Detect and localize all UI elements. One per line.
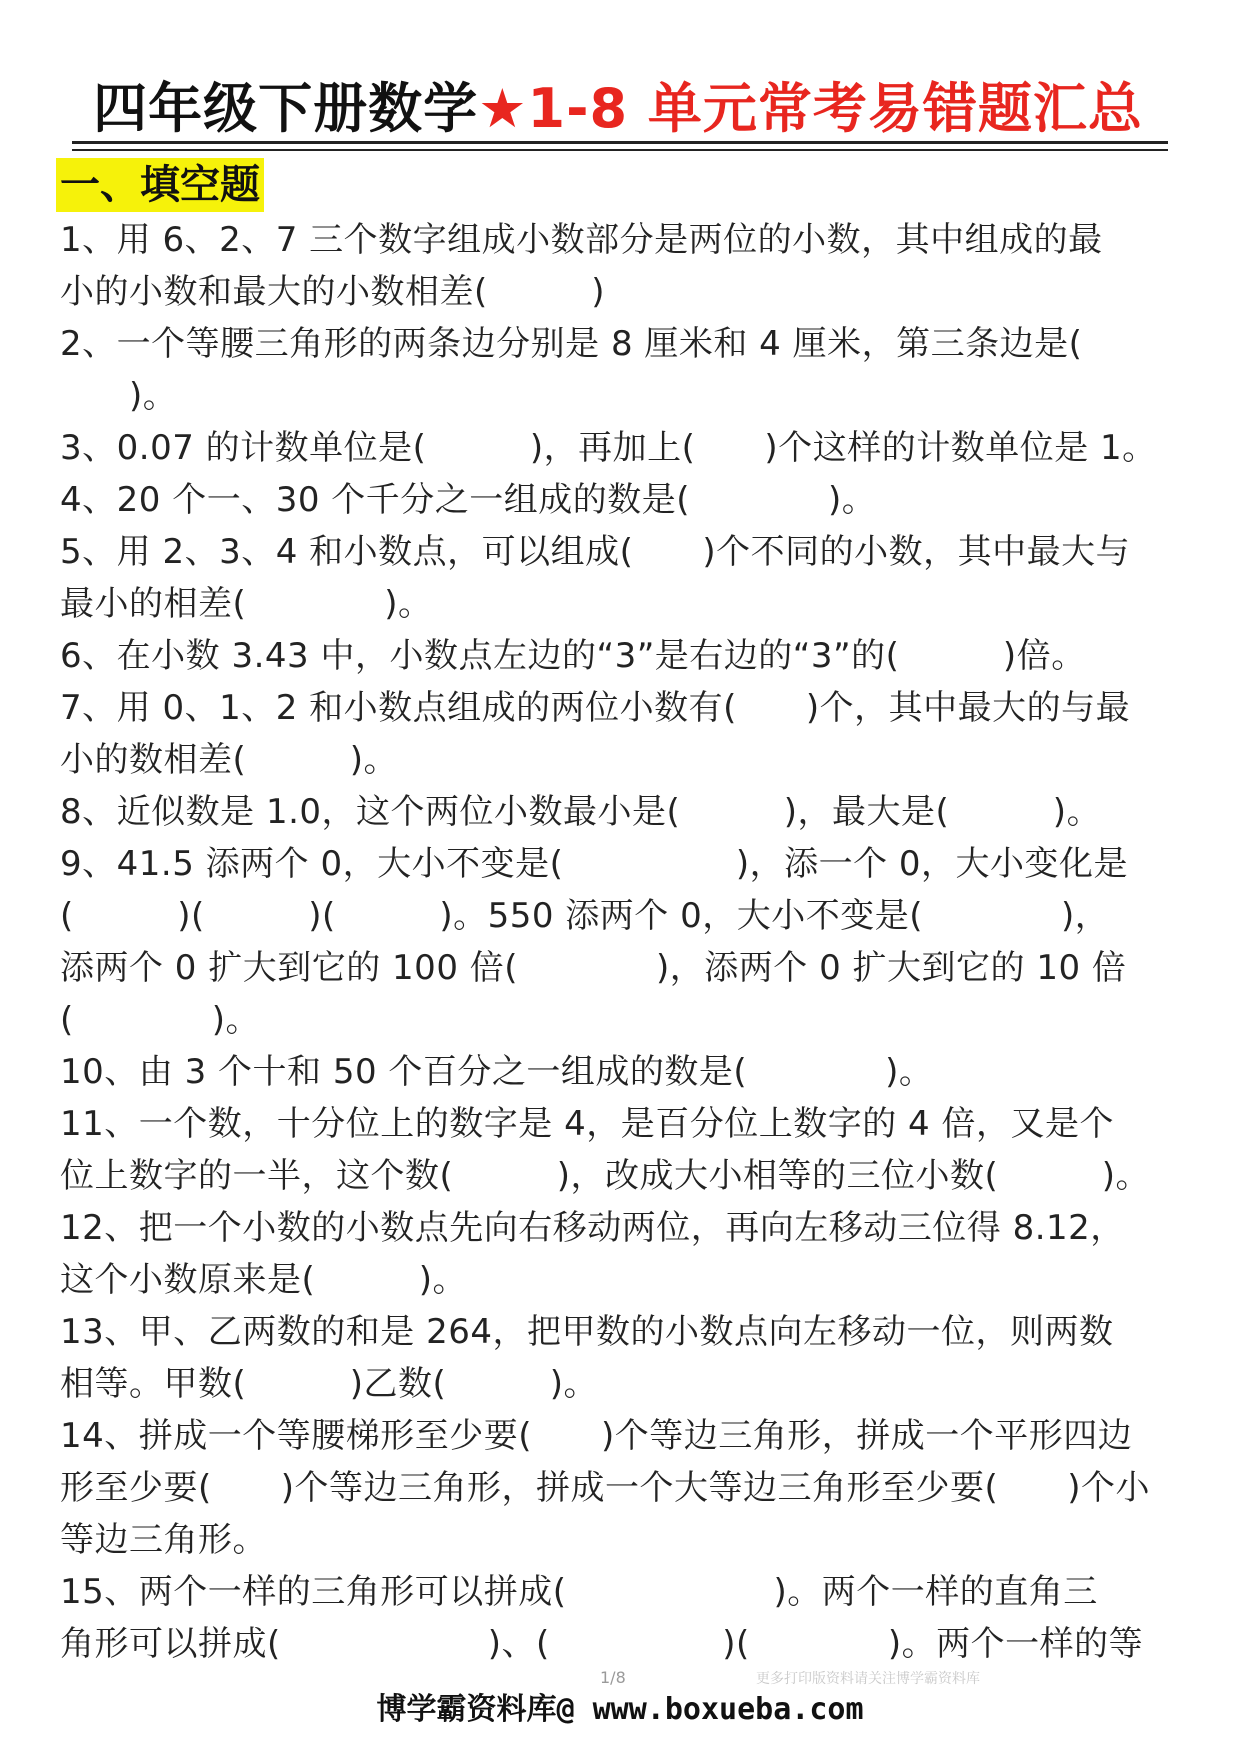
text-line: 7、用 0、1、2 和小数点组成的两位小数有( )个，其中最大的与最	[60, 688, 1131, 728]
text-line: 6、在小数 3.43 中，小数点左边的“3”是右边的“3”的( )倍。	[60, 636, 1086, 676]
text-line: 11、一个数，十分位上的数字是 4，是百分位上数字的 4 倍，又是个	[60, 1104, 1114, 1144]
section-heading: 一、填空题	[56, 158, 264, 212]
text-line: 10、由 3 个十和 50 个百分之一组成的数是( )。	[60, 1052, 934, 1092]
text-line: 形至少要( )个等边三角形，拼成一个大等边三角形至少要( )个小	[60, 1468, 1151, 1508]
text-line: 角形可以拼成( )、( )( )。两个一样的等	[60, 1624, 1144, 1664]
text-line: 这个小数原来是( )。	[60, 1260, 468, 1300]
text-line: 4、20 个一、30 个千分之一组成的数是( )。	[60, 480, 877, 520]
text-line: ( )( )( )。550 添两个 0，大小不变是( )，	[60, 896, 1110, 936]
text-line: 小的数相差( )。	[60, 740, 399, 780]
text-line: 最小的相差( )。	[60, 584, 433, 624]
title-text	[66, 74, 1170, 144]
text-line: 2、一个等腰三角形的两条边分别是 8 厘米和 4 厘米，第三条边是(	[60, 324, 1083, 364]
text-line: 13、甲、乙两数的和是 264，把甲数的小数点向左移动一位，则两数	[60, 1312, 1114, 1352]
text-line: 添两个 0 扩大到它的 100 倍( )，添两个 0 扩大到它的 10 倍	[60, 948, 1127, 988]
text-line: 9、41.5 添两个 0，大小不变是( )，添一个 0，大小变化是	[60, 844, 1129, 884]
text-line: 位上数字的一半，这个数( )，改成大小相等的三位小数( )。	[60, 1156, 1151, 1196]
title-underline	[72, 141, 1168, 144]
text-line: 相等。甲数( )乙数( )。	[60, 1364, 599, 1404]
text-line: 15、两个一样的三角形可以拼成( )。两个一样的直角三	[60, 1572, 1098, 1612]
text-line: 12、把一个小数的小数点先向右移动两位，再向左移动三位得 8.12，	[60, 1208, 1125, 1248]
star-icon: ★	[478, 77, 528, 140]
text-line: 等边三角形。	[60, 1520, 267, 1560]
footer-watermark: 博学霸资料库@ www.boxueba.com	[376, 1692, 864, 1727]
text-line: 小的小数和最大的小数相差( )	[60, 272, 606, 312]
text-line: 5、用 2、3、4 和小数点，可以组成( )个不同的小数，其中最大与	[60, 532, 1131, 572]
text-line: 1、用 6、2、7 三个数字组成小数部分是两位的小数，其中组成的最	[60, 220, 1103, 260]
question-list	[60, 214, 1180, 1670]
text-line: ( )。	[60, 1000, 261, 1040]
title-underline-secondary	[72, 149, 1168, 151]
title-main-text: 四年级下册数学	[93, 77, 479, 140]
text-line: 8、近似数是 1.0，这个两位小数最小是( )，最大是( )。	[60, 792, 1102, 832]
page-number: 1/8	[600, 1668, 626, 1687]
title-highlight-text: 1-8 单元常考易错题汇总	[527, 77, 1143, 140]
text-line: 3、0.07 的计数单位是( )，再加上( )个这样的计数单位是 1。	[60, 428, 1157, 468]
text-line: )。	[60, 376, 178, 416]
footer-note: 更多打印版资料请关注博学霸资料库	[756, 1671, 980, 1687]
text-line: 14、拼成一个等腰梯形至少要( )个等边三角形，拼成一个平形四边	[60, 1416, 1133, 1456]
